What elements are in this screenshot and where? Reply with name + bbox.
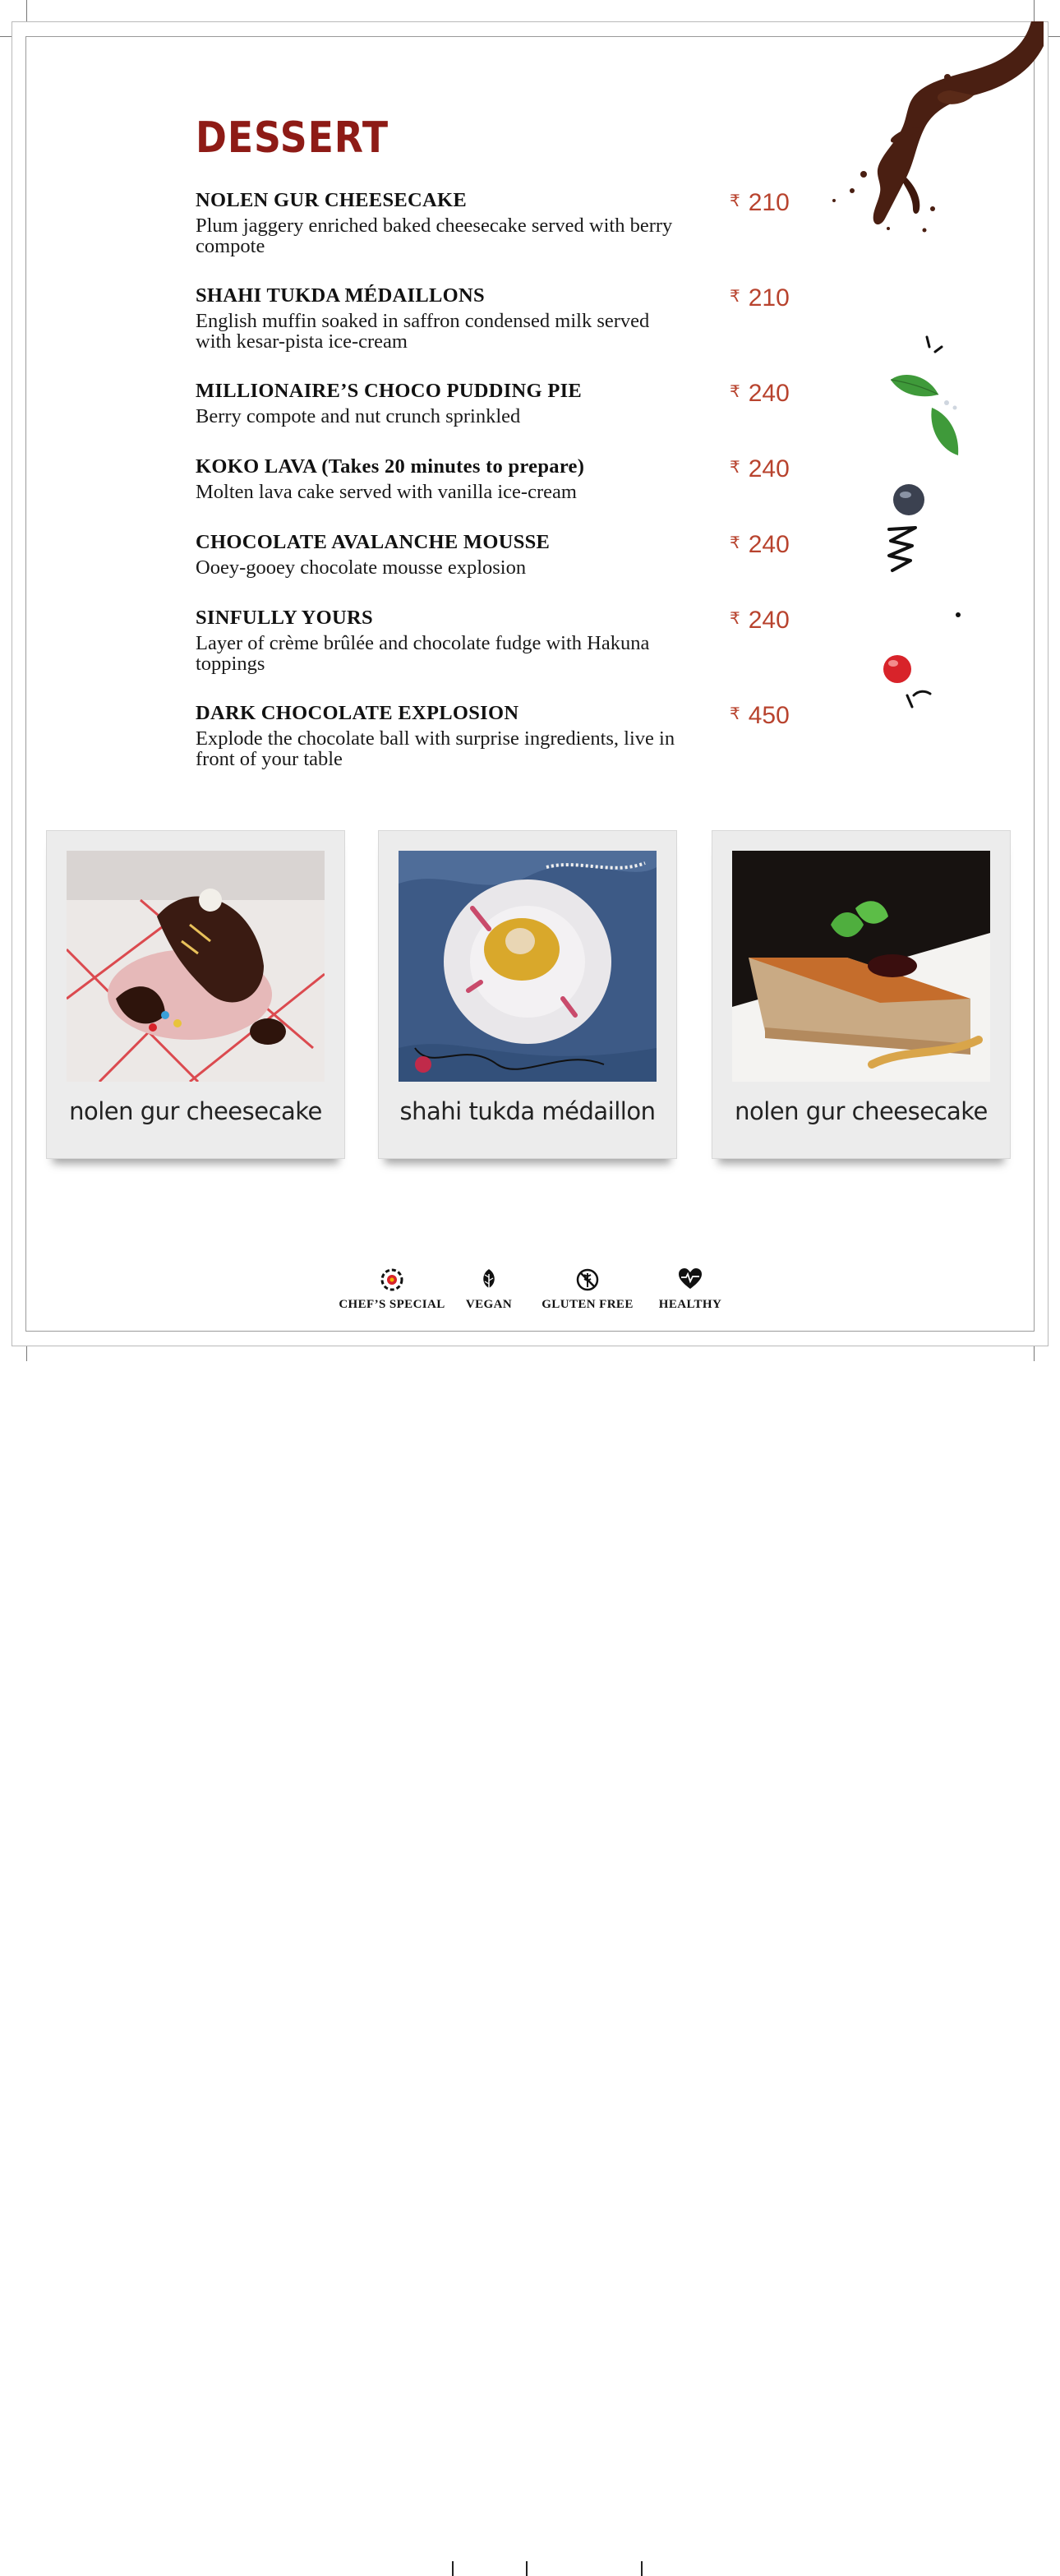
menu-item-price	[730, 607, 790, 635]
chef-special-icon	[380, 1266, 404, 1292]
legend-separator	[452, 2561, 454, 2576]
photo-card	[46, 830, 345, 1159]
menu-item-name: CHOCOLATE AVALANCHE MOUSSE	[196, 531, 551, 553]
menu-item-description: English muffin soaked in saffron condensed milk served with kesar-pista ice-cream	[196, 310, 650, 353]
menu-item	[196, 607, 869, 674]
menu-item-price	[730, 284, 790, 312]
menu-item-description: Molten lava cake served with vanilla ice-cream	[196, 481, 577, 503]
menu-item-price	[730, 531, 790, 559]
photo-card	[712, 830, 1011, 1159]
price-value: 240	[748, 455, 790, 482]
menu-item-name: KOKO LAVA (Takes 20 minutes to prepare)	[196, 455, 585, 478]
price-value: 240	[748, 531, 790, 558]
menu-item	[196, 531, 869, 578]
price-value: 210	[748, 284, 790, 312]
legend-label: GLUTEN FREE	[542, 1298, 634, 1311]
crop-mark	[1034, 1346, 1035, 1361]
legend-item-gluten-free	[538, 1266, 637, 1312]
menu-item-description: Explode the chocolate ball with surprise ingredients, live in front of your table	[196, 727, 675, 770]
menu-item-name: DARK CHOCOLATE EXPLOSION	[196, 702, 519, 724]
rupee-symbol: ₹	[730, 705, 740, 723]
price-value: 210	[748, 189, 790, 216]
rupee-symbol: ₹	[730, 192, 740, 210]
gluten-free-icon	[575, 1266, 600, 1292]
photo-caption: shahi tukda médaillon	[399, 1097, 656, 1125]
dessert-photo	[732, 851, 990, 1082]
legend-separator	[526, 2561, 528, 2576]
menu-item-name: MILLIONAIRE’S CHOCO PUDDING PIE	[196, 380, 583, 402]
price-value: 450	[748, 702, 790, 729]
rupee-symbol: ₹	[730, 610, 740, 628]
legend-label: VEGAN	[465, 1298, 513, 1311]
price-value: 240	[748, 607, 790, 634]
rupee-symbol: ₹	[730, 534, 740, 552]
crop-mark	[0, 36, 12, 37]
menu-item-description: Berry compote and nut crunch sprinkled	[196, 405, 521, 427]
photo-caption: nolen gur cheesecake	[735, 1097, 988, 1125]
rupee-symbol: ₹	[730, 288, 740, 306]
legend-label: CHEF’S SPECIAL	[339, 1298, 445, 1311]
menu-item-description: Ooey-gooey chocolate mousse explosion	[196, 556, 527, 579]
legend-separator	[641, 2561, 643, 2576]
rupee-symbol: ₹	[730, 459, 740, 477]
menu-item	[196, 380, 869, 427]
menu-item	[196, 189, 869, 256]
rupee-symbol: ₹	[730, 383, 740, 401]
legend-label: HEALTHY	[658, 1298, 722, 1311]
menu-item-description: Plum jaggery enriched baked cheesecake served with berry compote	[196, 215, 673, 257]
menu-item-price	[730, 455, 790, 483]
menu-item-price	[730, 380, 790, 408]
crop-mark	[26, 0, 27, 21]
vegan-leaf-icon	[478, 1266, 500, 1292]
dessert-photo	[399, 851, 657, 1082]
menu-item-name: NOLEN GUR CHEESECAKE	[196, 189, 468, 211]
menu-item-price	[730, 702, 790, 730]
dessert-photo	[67, 851, 325, 1082]
crop-mark	[26, 1346, 27, 1361]
menu-item	[196, 702, 869, 769]
menu-section-title: DESSERT	[196, 113, 389, 163]
crop-mark	[1034, 0, 1035, 21]
heart-pulse-icon	[677, 1266, 703, 1292]
garnish-decorations	[879, 329, 1002, 723]
photo-card	[378, 830, 677, 1159]
legend-item-chefs-special	[339, 1266, 445, 1312]
menu-item-name: SINFULLY YOURS	[196, 607, 373, 629]
price-value: 240	[748, 380, 790, 407]
menu-item-description: Layer of crème brûlée and chocolate fudge with Hakuna toppings	[196, 632, 650, 675]
menu-item-price	[730, 189, 790, 217]
crop-mark	[1048, 36, 1060, 37]
photo-caption: nolen gur cheesecake	[69, 1097, 322, 1125]
legend-item-vegan	[460, 1266, 518, 1312]
menu-item	[196, 455, 869, 502]
menu-item-name: SHAHI TUKDA MÉDAILLONS	[196, 284, 485, 307]
legend-item-healthy	[653, 1266, 727, 1312]
menu-item	[196, 284, 869, 352]
